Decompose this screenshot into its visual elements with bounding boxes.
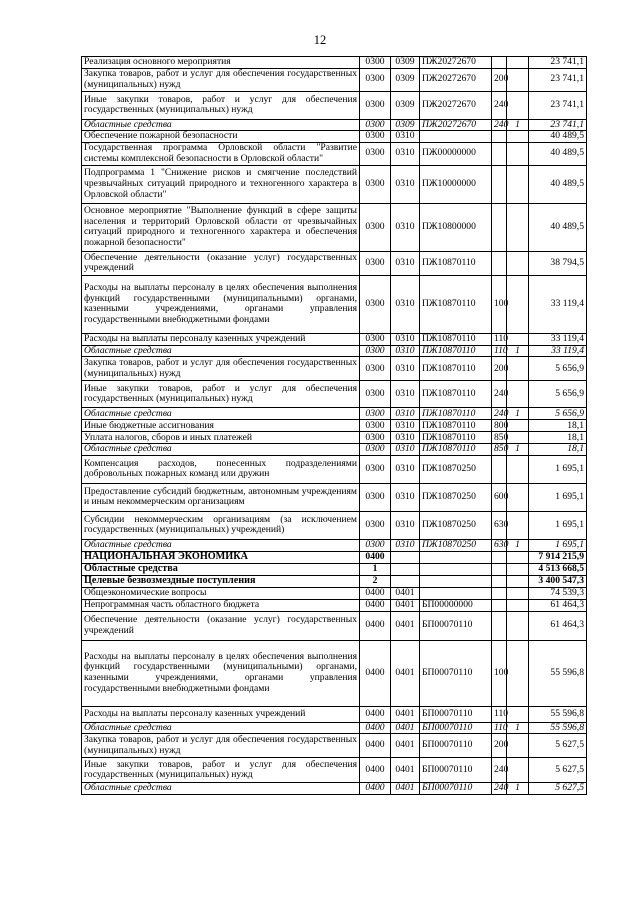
subsection-code-cell: 0401 <box>391 640 420 706</box>
subsection-code-cell: 0310 <box>391 357 420 381</box>
section-code-cell: 0300 <box>360 131 391 143</box>
expense-type-cell <box>492 131 507 143</box>
subsection-code-cell: 0401 <box>391 611 420 640</box>
amount-cell: 33 119,4 <box>529 345 587 357</box>
expense-type-cell: 240 <box>492 758 507 783</box>
amount-cell: 5 656,9 <box>529 408 587 420</box>
expense-type-cell: 110 <box>492 333 507 345</box>
section-code-cell: 0400 <box>360 706 391 722</box>
target-article-cell: ПЖ10870110 <box>420 408 492 420</box>
amount-cell: 18,1 <box>529 420 587 432</box>
funding-source-cell <box>507 611 529 640</box>
expense-type-cell: 630 <box>492 539 507 551</box>
expense-type-cell: 110 <box>492 345 507 357</box>
table-row <box>82 444 587 456</box>
table-row <box>82 722 587 734</box>
table-row <box>82 599 587 611</box>
target-article-cell <box>420 587 492 599</box>
amount-cell: 40 489,5 <box>529 203 587 251</box>
expense-type-cell: 200 <box>492 734 507 758</box>
funding-source-cell: 1 <box>507 119 529 131</box>
funding-source-cell <box>507 165 529 203</box>
expense-type-cell: 200 <box>492 68 507 91</box>
section-code-cell: 0300 <box>360 455 391 483</box>
target-article-cell: ПЖ20272670 <box>420 91 492 119</box>
amount-cell: 5 627,5 <box>529 758 587 783</box>
subsection-code-cell: 0310 <box>391 345 420 357</box>
section-code-cell: 2 <box>360 575 391 587</box>
funding-source-cell <box>507 142 529 165</box>
target-article-cell: ПЖ10870250 <box>420 455 492 483</box>
funding-source-cell <box>507 587 529 599</box>
amount-cell: 1 695,1 <box>529 539 587 551</box>
subsection-code-cell: 0310 <box>391 165 420 203</box>
expense-type-cell: 630 <box>492 511 507 539</box>
amount-cell: 23 741,1 <box>529 119 587 131</box>
section-code-cell: 0300 <box>360 203 391 251</box>
table-row <box>82 432 587 444</box>
section-code-cell: 0400 <box>360 599 391 611</box>
expense-name-cell: Уплата налогов, сборов и иных платежей <box>82 432 360 444</box>
funding-source-cell <box>507 91 529 119</box>
subsection-code-cell: 0309 <box>391 91 420 119</box>
expense-name-cell: Расходы на выплаты персоналу казенных учреждений <box>82 333 360 345</box>
expense-type-cell <box>492 203 507 251</box>
table-row <box>82 357 587 381</box>
target-article-cell: ПЖ10870250 <box>420 539 492 551</box>
table-row <box>82 539 587 551</box>
funding-source-cell <box>507 68 529 91</box>
subsection-code-cell <box>391 563 420 575</box>
expense-type-cell: 240 <box>492 783 507 795</box>
section-code-cell: 0300 <box>360 420 391 432</box>
table-row <box>82 345 587 357</box>
funding-source-cell <box>507 203 529 251</box>
expense-name-cell: Закупка товаров, работ и услуг для обеспечения государственных (муниципальных) нужд <box>82 68 360 91</box>
target-article-cell: БП00070110 <box>420 640 492 706</box>
target-article-cell: ПЖ10870110 <box>420 381 492 408</box>
table-row <box>82 483 587 511</box>
expense-name-cell: Предоставление субсидий бюджетным, автономным учреждениям и иным некоммерческим организациям <box>82 483 360 511</box>
funding-source-cell: 1 <box>507 345 529 357</box>
expense-name-cell: Областные средства <box>82 722 360 734</box>
amount-cell: 40 489,5 <box>529 142 587 165</box>
subsection-code-cell: 0310 <box>391 483 420 511</box>
amount-cell: 23 741,1 <box>529 91 587 119</box>
target-article-cell: ПЖ10870110 <box>420 420 492 432</box>
subsection-code-cell: 0310 <box>391 142 420 165</box>
amount-cell: 3 400 547,3 <box>529 575 587 587</box>
amount-cell: 1 695,1 <box>529 511 587 539</box>
section-code-cell: 0400 <box>360 734 391 758</box>
expense-name-cell: Реализация основного мероприятия <box>82 57 360 69</box>
expense-name-cell: Областные средства <box>82 408 360 420</box>
expense-name-cell: Областные средства <box>82 119 360 131</box>
expense-name-cell: Обеспечение деятельности (оказание услуг) государственных учреждений <box>82 251 360 275</box>
target-article-cell: БП00000000 <box>420 599 492 611</box>
funding-source-cell <box>507 251 529 275</box>
expense-name-cell: Расходы на выплаты персоналу в целях обеспечения выполнения функций государственными (муниципальными) органами, казенными учреждениями, органами управления государственными внебюджетными фондами <box>82 640 360 706</box>
expense-name-cell: Основное мероприятие "Выполнение функций в сфере защиты населения и территорий Орловской области от чрезвычайных ситуаций природного и техногенного характера и обеспечения пожарной безопасности" <box>82 203 360 251</box>
expense-type-cell: 110 <box>492 706 507 722</box>
expense-type-cell: 110 <box>492 722 507 734</box>
expense-type-cell <box>492 575 507 587</box>
target-article-cell: БП00070110 <box>420 734 492 758</box>
expense-name-cell: Областные средства <box>82 563 360 575</box>
funding-source-cell: 1 <box>507 783 529 795</box>
table-row <box>82 251 587 275</box>
expense-type-cell: 240 <box>492 119 507 131</box>
target-article-cell: ПЖ10870110 <box>420 251 492 275</box>
expense-name-cell: Областные средства <box>82 539 360 551</box>
amount-cell: 5 656,9 <box>529 357 587 381</box>
expense-type-cell <box>492 599 507 611</box>
amount-cell: 18,1 <box>529 444 587 456</box>
table-row <box>82 563 587 575</box>
table-row <box>82 203 587 251</box>
expense-type-cell <box>492 551 507 563</box>
funding-source-cell: 1 <box>507 444 529 456</box>
amount-cell: 23 741,1 <box>529 68 587 91</box>
expense-type-cell <box>492 611 507 640</box>
expense-name-cell: Подпрограмма 1 "Снижение рисков и смягчение последствий чрезвычайных ситуаций природного и техногенного характера в Орловской области" <box>82 165 360 203</box>
section-code-cell: 0300 <box>360 91 391 119</box>
amount-cell: 40 489,5 <box>529 165 587 203</box>
subsection-code-cell: 0310 <box>391 275 420 333</box>
expense-type-cell: 240 <box>492 381 507 408</box>
expense-type-cell: 100 <box>492 275 507 333</box>
section-code-cell: 1 <box>360 563 391 575</box>
target-article-cell: ПЖ10870250 <box>420 483 492 511</box>
subsection-code-cell: 0310 <box>391 251 420 275</box>
section-code-cell: 0400 <box>360 551 391 563</box>
expense-name-cell: Закупка товаров, работ и услуг для обеспечения государственных (муниципальных) нужд <box>82 734 360 758</box>
subsection-code-cell: 0310 <box>391 131 420 143</box>
expense-name-cell: Государственная программа Орловской области "Развитие системы комплексной безопасности в Орловской области" <box>82 142 360 165</box>
amount-cell: 23 741,1 <box>529 57 587 69</box>
expense-type-cell <box>492 57 507 69</box>
amount-cell: 55 596,8 <box>529 706 587 722</box>
expense-name-cell: Обеспечение деятельности (оказание услуг) государственных учреждений <box>82 611 360 640</box>
section-code-cell: 0300 <box>360 511 391 539</box>
expense-type-cell <box>492 587 507 599</box>
section-code-cell: 0300 <box>360 432 391 444</box>
subsection-code-cell: 0401 <box>391 783 420 795</box>
amount-cell: 18,1 <box>529 432 587 444</box>
expense-name-cell: Областные средства <box>82 345 360 357</box>
budget-table <box>81 56 587 795</box>
table-row <box>82 640 587 706</box>
funding-source-cell <box>507 483 529 511</box>
target-article-cell: БП00070110 <box>420 611 492 640</box>
subsection-code-cell <box>391 575 420 587</box>
subsection-code-cell: 0401 <box>391 587 420 599</box>
section-code-cell: 0300 <box>360 68 391 91</box>
funding-source-cell <box>507 575 529 587</box>
section-code-cell: 0300 <box>360 357 391 381</box>
section-code-cell: 0300 <box>360 444 391 456</box>
expense-name-cell: Компенсация расходов, понесенных подразделениями добровольных пожарных команд или дружин <box>82 455 360 483</box>
amount-cell: 7 914 215,9 <box>529 551 587 563</box>
table-row <box>82 511 587 539</box>
expense-name-cell: Иные закупки товаров, работ и услуг для обеспечения государственных (муниципальных) нужд <box>82 758 360 783</box>
table-row <box>82 275 587 333</box>
subsection-code-cell: 0310 <box>391 444 420 456</box>
amount-cell: 61 464,3 <box>529 599 587 611</box>
expense-type-cell <box>492 455 507 483</box>
amount-cell: 5 627,5 <box>529 734 587 758</box>
amount-cell: 1 695,1 <box>529 483 587 511</box>
funding-source-cell <box>507 381 529 408</box>
table-row <box>82 611 587 640</box>
expense-name-cell: Общеэкономические вопросы <box>82 587 360 599</box>
amount-cell: 5 627,5 <box>529 783 587 795</box>
subsection-code-cell: 0310 <box>391 420 420 432</box>
table-row <box>82 68 587 91</box>
target-article-cell <box>420 131 492 143</box>
section-code-cell: 0300 <box>360 345 391 357</box>
table-row <box>82 142 587 165</box>
section-code-cell: 0300 <box>360 381 391 408</box>
expense-type-cell: 800 <box>492 420 507 432</box>
subsection-code-cell: 0401 <box>391 758 420 783</box>
expense-name-cell: Областные средства <box>82 444 360 456</box>
subsection-code-cell: 0310 <box>391 408 420 420</box>
expense-type-cell <box>492 142 507 165</box>
subsection-code-cell: 0309 <box>391 119 420 131</box>
target-article-cell: ПЖ20272670 <box>420 119 492 131</box>
subsection-code-cell <box>391 551 420 563</box>
subsection-code-cell: 0401 <box>391 599 420 611</box>
expense-name-cell: Иные закупки товаров, работ и услуг для обеспечения государственных (муниципальных) нужд <box>82 91 360 119</box>
funding-source-cell <box>507 131 529 143</box>
table-row <box>82 131 587 143</box>
funding-source-cell <box>507 333 529 345</box>
expense-type-cell <box>492 165 507 203</box>
section-code-cell: 0400 <box>360 758 391 783</box>
target-article-cell: БП00070110 <box>420 758 492 783</box>
table-row <box>82 734 587 758</box>
target-article-cell: ПЖ10870110 <box>420 357 492 381</box>
target-article-cell: БП00070110 <box>420 722 492 734</box>
amount-cell: 55 596,8 <box>529 640 587 706</box>
table-row <box>82 119 587 131</box>
funding-source-cell <box>507 758 529 783</box>
target-article-cell: ПЖ10870110 <box>420 444 492 456</box>
expense-type-cell: 100 <box>492 640 507 706</box>
funding-source-cell <box>507 563 529 575</box>
funding-source-cell <box>507 57 529 69</box>
section-code-cell: 0300 <box>360 165 391 203</box>
target-article-cell: ПЖ10000000 <box>420 165 492 203</box>
expense-name-cell: НАЦИОНАЛЬНАЯ ЭКОНОМИКА <box>82 551 360 563</box>
funding-source-cell: 1 <box>507 408 529 420</box>
subsection-code-cell: 0310 <box>391 455 420 483</box>
table-row <box>82 381 587 408</box>
expense-name-cell: Расходы на выплаты персоналу казенных учреждений <box>82 706 360 722</box>
section-code-cell: 0300 <box>360 275 391 333</box>
amount-cell: 40 489,5 <box>529 131 587 143</box>
expense-name-cell: Иные бюджетные ассигнования <box>82 420 360 432</box>
target-article-cell: ПЖ00000000 <box>420 142 492 165</box>
subsection-code-cell: 0310 <box>391 333 420 345</box>
section-code-cell: 0300 <box>360 251 391 275</box>
expense-name-cell: Иные закупки товаров, работ и услуг для обеспечения государственных (муниципальных) нужд <box>82 381 360 408</box>
expense-type-cell: 600 <box>492 483 507 511</box>
section-code-cell: 0400 <box>360 783 391 795</box>
target-article-cell: ПЖ20272670 <box>420 68 492 91</box>
target-article-cell: ПЖ10800000 <box>420 203 492 251</box>
target-article-cell: БП00070110 <box>420 783 492 795</box>
section-code-cell: 0300 <box>360 119 391 131</box>
expense-type-cell: 200 <box>492 357 507 381</box>
section-code-cell: 0300 <box>360 142 391 165</box>
expense-type-cell: 240 <box>492 91 507 119</box>
section-code-cell: 0300 <box>360 408 391 420</box>
subsection-code-cell: 0310 <box>391 381 420 408</box>
amount-cell: 4 513 668,5 <box>529 563 587 575</box>
funding-source-cell <box>507 432 529 444</box>
subsection-code-cell: 0310 <box>391 539 420 551</box>
funding-source-cell <box>507 275 529 333</box>
expense-type-cell: 850 <box>492 432 507 444</box>
target-article-cell: ПЖ20272670 <box>420 57 492 69</box>
funding-source-cell <box>507 357 529 381</box>
funding-source-cell: 1 <box>507 722 529 734</box>
expense-name-cell: Закупка товаров, работ и услуг для обеспечения государственных (муниципальных) нужд <box>82 357 360 381</box>
funding-source-cell: 1 <box>507 539 529 551</box>
table-row <box>82 455 587 483</box>
subsection-code-cell: 0309 <box>391 68 420 91</box>
target-article-cell <box>420 563 492 575</box>
amount-cell: 74 539,3 <box>529 587 587 599</box>
subsection-code-cell: 0401 <box>391 722 420 734</box>
subsection-code-cell: 0310 <box>391 511 420 539</box>
amount-cell: 1 695,1 <box>529 455 587 483</box>
table-row <box>82 706 587 722</box>
section-code-cell: 0300 <box>360 483 391 511</box>
funding-source-cell <box>507 420 529 432</box>
expense-name-cell: Непрограммная часть областного бюджета <box>82 599 360 611</box>
target-article-cell <box>420 575 492 587</box>
section-code-cell: 0400 <box>360 587 391 599</box>
funding-source-cell <box>507 599 529 611</box>
funding-source-cell <box>507 734 529 758</box>
section-code-cell: 0400 <box>360 611 391 640</box>
amount-cell: 38 794,5 <box>529 251 587 275</box>
page-number: 12 <box>313 33 327 47</box>
table-row <box>82 333 587 345</box>
amount-cell: 5 656,9 <box>529 381 587 408</box>
subsection-code-cell: 0310 <box>391 432 420 444</box>
table-row <box>82 408 587 420</box>
funding-source-cell <box>507 511 529 539</box>
amount-cell: 33 119,4 <box>529 333 587 345</box>
expense-type-cell: 850 <box>492 444 507 456</box>
target-article-cell: ПЖ10870110 <box>420 333 492 345</box>
section-code-cell: 0400 <box>360 640 391 706</box>
subsection-code-cell: 0401 <box>391 734 420 758</box>
amount-cell: 33 119,4 <box>529 275 587 333</box>
expense-name-cell: Обеспечение пожарной безопасности <box>82 131 360 143</box>
expense-name-cell: Областные средства <box>82 783 360 795</box>
section-code-cell: 0300 <box>360 57 391 69</box>
expense-type-cell: 240 <box>492 408 507 420</box>
table-row <box>82 758 587 783</box>
amount-cell: 61 464,3 <box>529 611 587 640</box>
funding-source-cell <box>507 706 529 722</box>
table-row <box>82 165 587 203</box>
target-article-cell: ПЖ10870110 <box>420 275 492 333</box>
table-row <box>82 420 587 432</box>
amount-cell: 55 596,8 <box>529 722 587 734</box>
table-row <box>82 587 587 599</box>
subsection-code-cell: 0310 <box>391 203 420 251</box>
expense-type-cell <box>492 563 507 575</box>
expense-name-cell: Расходы на выплаты персоналу в целях обеспечения выполнения функций государственными (муниципальными) органами, казенными учреждениями, органами управления государственными внебюджетными фондами <box>82 275 360 333</box>
section-code-cell: 0300 <box>360 539 391 551</box>
subsection-code-cell: 0401 <box>391 706 420 722</box>
table-row <box>82 91 587 119</box>
expense-type-cell <box>492 251 507 275</box>
subsection-code-cell: 0309 <box>391 57 420 69</box>
target-article-cell: ПЖ10870110 <box>420 345 492 357</box>
section-code-cell: 0400 <box>360 722 391 734</box>
expense-name-cell: Целевые безвозмездные поступления <box>82 575 360 587</box>
table-row <box>82 551 587 563</box>
expense-name-cell: Субсидии некоммерческим организациям (за исключением государственных (муниципальных) учреждений) <box>82 511 360 539</box>
funding-source-cell <box>507 455 529 483</box>
table-row <box>82 575 587 587</box>
funding-source-cell <box>507 551 529 563</box>
target-article-cell: ПЖ10870250 <box>420 511 492 539</box>
target-article-cell: ПЖ10870110 <box>420 432 492 444</box>
target-article-cell <box>420 551 492 563</box>
table-row <box>82 783 587 795</box>
target-article-cell: БП00070110 <box>420 706 492 722</box>
funding-source-cell <box>507 640 529 706</box>
section-code-cell: 0300 <box>360 333 391 345</box>
budget-table-body <box>82 57 587 795</box>
table-row <box>82 57 587 69</box>
